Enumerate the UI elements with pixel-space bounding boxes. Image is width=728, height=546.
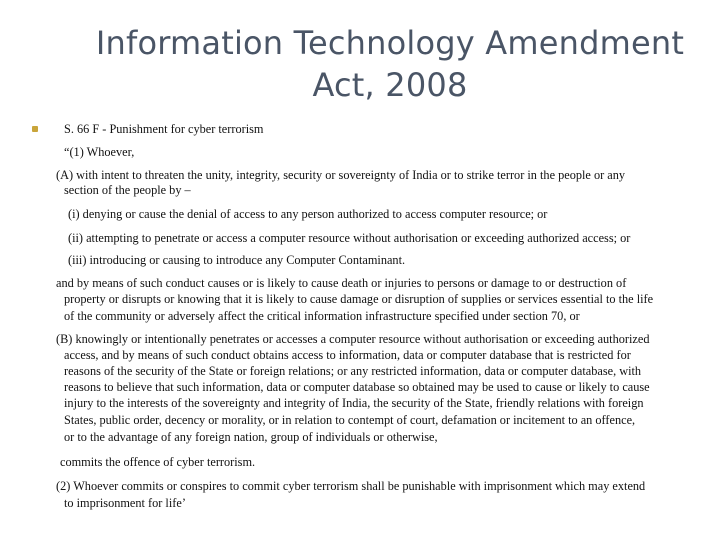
text-line: of the community or adversely affect the critical information infrastructure specified under section 70, or: [64, 309, 580, 323]
text-line: and by means of such conduct causes or is likely to cause death or injuries to persons or damage to or destruction of: [56, 276, 627, 290]
text-line: injury to the interests of the sovereignty and integrity of India, the security of the State, friendly relations with foreign: [64, 396, 644, 410]
text-line: (i) denying or cause the denial of access to any person authorized to access computer resource; or: [68, 207, 548, 221]
slide-title-line-1: Information Technology Amendment: [95, 24, 685, 62]
text-line: (ii) attempting to penetrate or access a computer resource without authorisation or exceeding authorized access; or: [68, 231, 631, 245]
text-line: reasons to believe that such information, data or computer database so obtained may be used to cause or likely to cause: [64, 380, 650, 394]
text-line: reasons of the security of the State or foreign relations; or any restricted information, data or computer database, with: [64, 364, 642, 378]
text-line: (iii) introducing or causing to introduce any Computer Contaminant.: [68, 253, 406, 267]
text-line: property or disrupts or knowing that it is likely to cause damage or disruption of supplies or services essential to the life: [64, 292, 654, 306]
text-line: to imprisonment for life’: [64, 496, 186, 510]
text-line: access, and by means of such conduct obtains access to information, data or computer database that is restricted for: [64, 348, 631, 362]
text-line: or to the advantage of any foreign nation, group of individuals or otherwise,: [64, 430, 438, 444]
section-heading: S. 66 F - Punishment for cyber terrorism: [64, 122, 264, 136]
text-line: commits the offence of cyber terrorism.: [60, 455, 256, 469]
text-line: (B) knowingly or intentionally penetrates or accesses a computer resource without authorisation or exceeding authorized: [56, 332, 650, 346]
slide-title-line-2: Act, 2008: [312, 66, 468, 104]
bullet-icon: [32, 126, 38, 132]
text-line: section of the people by –: [64, 183, 191, 197]
text-line: States, public order, decency or morality, or in relation to contempt of court, defamation or incitement to an offence,: [64, 413, 636, 427]
text-line: (2) Whoever commits or conspires to commit cyber terrorism shall be punishable with imprisonment which may extend: [56, 479, 646, 493]
text-line: (A) with intent to threaten the unity, integrity, security or sovereignty of India or to strike terror in the people or any: [56, 168, 626, 182]
text-line: “(1) Whoever,: [64, 145, 135, 159]
